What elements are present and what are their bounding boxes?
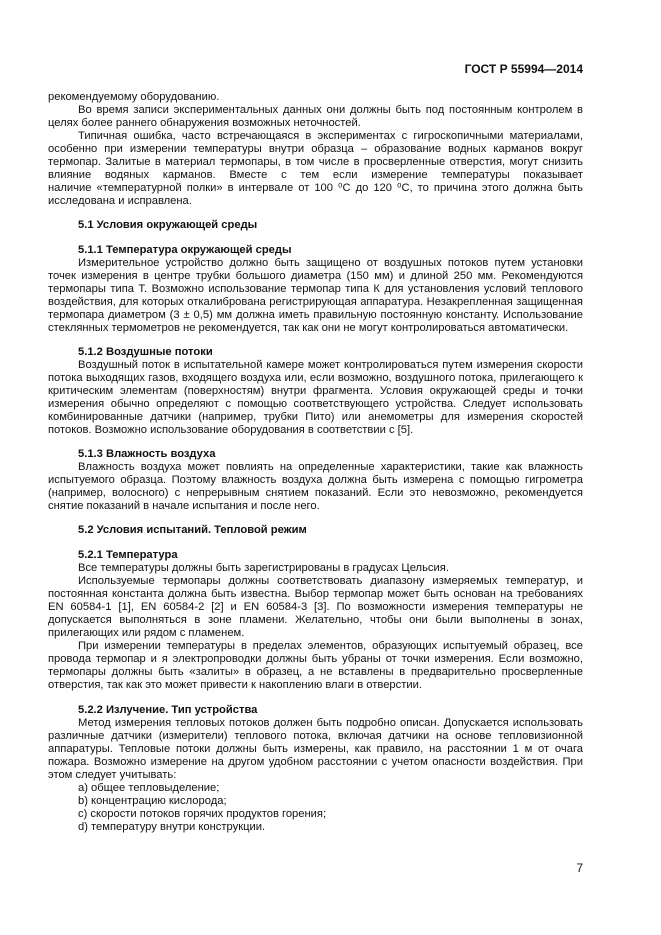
paragraph [48,91,583,104]
text-line: воздействия, для которых откалибрована регистрирующая аппаратура. Незакрепленная защищенная [48,296,583,308]
text-line: термопары типа Т. Возможно использование термопар типа К для установления условий теплового [48,283,583,295]
text-line: постоянная константа должна быть известна. Выбор термопар может быть основан на требованиях [48,588,583,600]
text-line: термопары должны быть «залиты» в образец, а не вставлены в предварительно просверленные [48,666,583,678]
text-line: наличие «температурной полки» в интервале от 100 ⁰C до 120 ⁰C, то причина этого должна быть [48,182,583,194]
text-line: термопара диаметром (3 ± 0,5) мм должна иметь правильную постоянную константу. Использование [48,309,583,321]
text-line: целях более раннего обнаружения возможных неточностей. [48,117,361,129]
text-line: точек измерения в центре трубки большого диаметра (150 мм) и длиной 250 мм. Рекомендуются [48,270,583,282]
text-line: При измерении температуры в пределах элементов, образующих испытуемый образец, все [78,640,583,652]
section-heading: 5.2.1 Температура [78,549,178,561]
text-line: Измерительное устройство должно быть защищено от воздушных потоков путем установки [78,257,583,269]
paragraph [48,808,583,821]
text-line: потоков. Возможно использование оборудования в соответствии с [5]. [48,424,414,436]
text-line: c) скорости потоков горячих продуктов горения; [78,808,327,820]
text-line: b) концентрацию кислорода; [78,795,227,807]
text-line: исследована и исправлена. [48,195,192,207]
text-line: пожара. Возможно измерение на другом удобном расстоянии с учетом опасности воздействия. При [48,756,583,768]
paragraph [48,104,583,130]
paragraph [48,640,583,692]
text-line: Воздушный поток в испытательной камере может контролироваться путем измерения скорости [78,359,583,371]
text-line: потока выходящих газов, входящего воздуха или, если возможно, воздушного потока, прилегающего к [48,372,583,384]
text-line: различные датчики (измерители) теплового потока, включая датчики на основе тепловизионной [48,730,583,742]
text-line: особенно при измерении температуры внутри образца – образование водных карманов вокруг [48,143,583,155]
page-number: 7 [576,861,583,875]
paragraph [48,717,583,782]
text-line: Все температуры должны быть зарегистрированы в градусах Цельсия. [78,562,449,574]
text-line: Метод измерения тепловых потоков должен быть подробно описан. Допускается использовать [78,717,583,729]
document-header-id: ГОСТ Р 55994—2014 [464,62,583,76]
text-line: EN 60584-1 [1], EN 60584-2 [2] и EN 60584-3 [3]. По возможности измерения температуры не [48,601,583,613]
text-line: провода термопар и я электропроводки должны быть убраны от точки измерения. Если возможно, [48,653,583,665]
text-line: критическим элементам (поверхностям) внутри фрагмента. Условия окружающей среды и точки [48,385,583,397]
text-line: стеклянных термометров не рекомендуется, так как они не могут контролироваться автоматически. [48,322,569,334]
paragraph [48,795,583,808]
section-heading: 5.1 Условия окружающей среды [78,219,258,231]
section-heading: 5.2.2 Излучение. Тип устройства [78,704,258,716]
text-line: этом следует учитывать: [48,769,177,781]
text-line: допускается выполняться в зоне пламени. Желательно, чтобы они были выполнены в зонах, [48,614,583,626]
section-heading: 5.2 Условия испытаний. Тепловой режим [78,524,307,536]
section-heading: 5.1.3 Влажность воздуха [78,448,216,460]
paragraph [48,257,583,335]
text-line: аппаратуры. Тепловые потоки должны быть измерены, как правило, на расстоянии 1 м от очага [48,743,583,755]
text-line: a) общее тепловыделение; [78,782,220,794]
paragraph [48,782,583,795]
text-line: Во время записи экспериментальных данных они должны быть под постоянным контролем в [78,104,583,116]
text-line: Влажность воздуха может повлиять на определенные характеристики, такие как влажность [78,461,583,473]
section-heading: 5.1.2 Воздушные потоки [78,346,213,358]
paragraph [48,359,583,437]
text-line: прилегающих или рядом с пламенем. [48,627,245,639]
text-line: влияние водяных карманов. Вместе с тем если измерение температуры показывает [48,169,583,181]
text-line: термопар. Залитые в материал термопары, в том числе в просверленные отверстия, могут снизить [48,156,583,168]
paragraph [48,575,583,640]
paragraph [48,821,583,834]
text-line: (например, волосного) с непрерывным снятием показаний. Если это невозможно, рекомендуется [48,487,583,499]
text-line: снятие показаний в начале испытания и после него. [48,500,320,512]
paragraph [48,562,583,575]
section-heading: 5.1.1 Температура окружающей среды [78,244,292,256]
text-line: измерения обычно определяют с помощью соответствующего устройства. Следует использовать [48,398,583,410]
paragraph [48,461,583,513]
text-line: Используемые термопары должны соответствовать диапазону измеряемых температур, и [78,575,583,587]
paragraph [48,130,583,208]
text-line: d) температуру внутри конструкции. [78,821,266,833]
text-line: Типичная ошибка, часто встречающаяся в экспериментах с гигроскопичными материалами, [78,130,583,142]
text-line: испытуемого образца. Поэтому влажность воздуха должна быть измерена с помощью гигрометра [48,474,583,486]
text-line: отверстия, так как это может привести к накоплению влаги в отверстии. [48,679,422,691]
document-body [48,91,583,834]
text-line: рекомендуемому оборудованию. [48,91,220,103]
text-line: комбинированные датчики (например, трубки Пито) или анемометры для измерения скоростей [48,411,583,423]
